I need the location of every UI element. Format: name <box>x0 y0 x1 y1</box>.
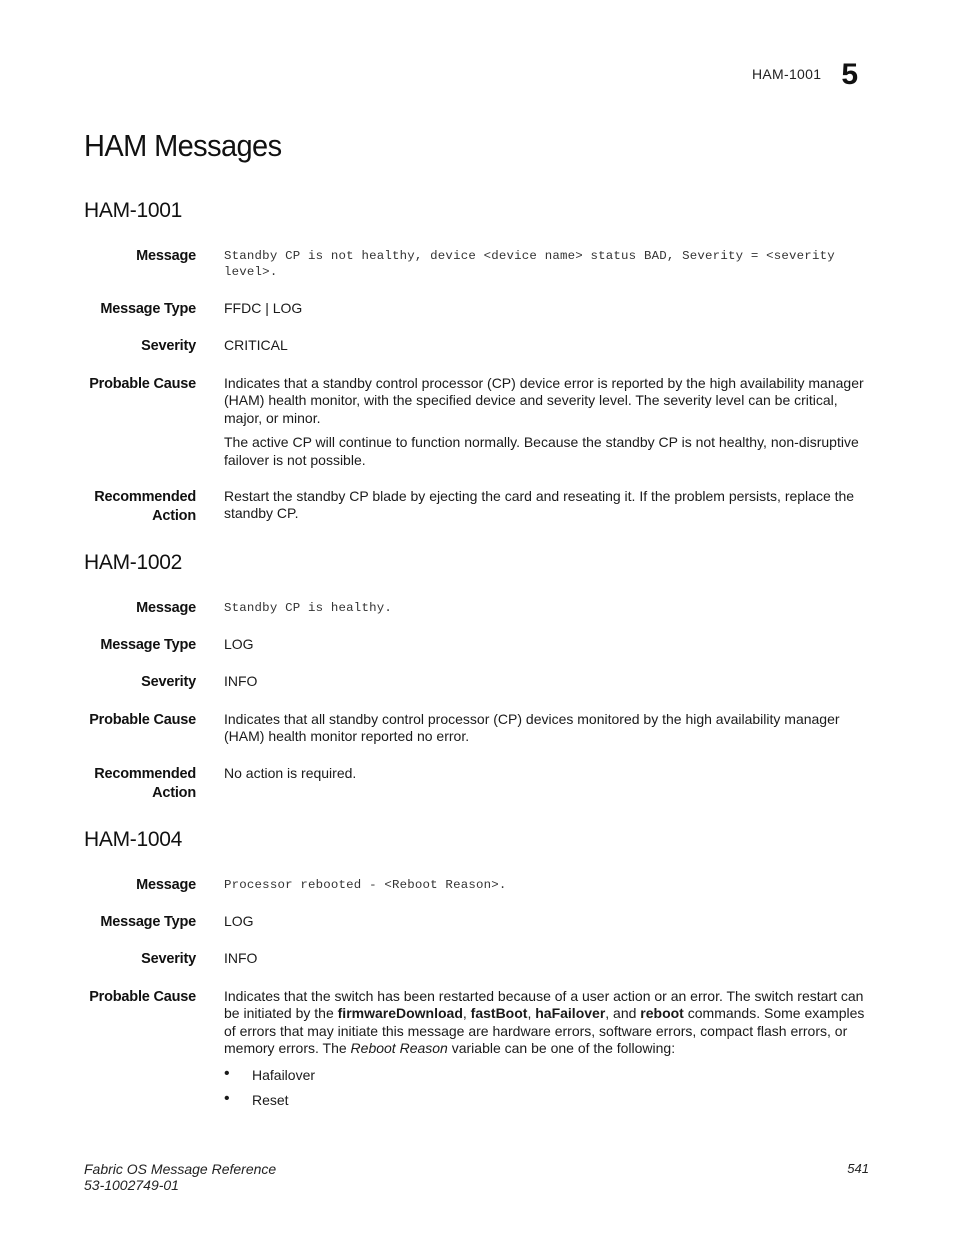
command-firmwaredownload: firmwareDownload <box>337 1005 463 1022</box>
footer-doc-number: 53-1002749-01 <box>84 1177 179 1193</box>
chapter-number: 5 <box>841 58 858 91</box>
list-item-text: Hafailover <box>252 1066 316 1083</box>
severity-value: INFO <box>224 673 258 689</box>
probable-cause-paragraph: Indicates that all standby control processor (CP) devices monitored by the high availability manager (HAM) health monitor reported no error. <box>224 711 840 745</box>
running-header-title: HAM-1001 <box>751 66 822 82</box>
probable-cause-label: Probable Cause <box>89 989 196 1005</box>
recommended-action-label-line2: Action <box>152 785 196 801</box>
message-type-value: FFDC | LOG <box>224 300 303 316</box>
severity-value: CRITICAL <box>224 337 288 353</box>
message-type-value: LOG <box>224 636 254 652</box>
message-type-label: Message Type <box>100 301 196 317</box>
list-item <box>224 1064 872 1084</box>
message-type-label: Message Type <box>100 637 196 653</box>
severity-label: Severity <box>141 951 196 967</box>
message-label: Message <box>136 248 196 264</box>
probable-cause-text <box>224 375 872 469</box>
bullet-icon: • <box>224 1089 230 1107</box>
probable-cause-text <box>224 711 872 746</box>
page-title: HAM Messages <box>84 130 282 164</box>
cause-text: variable can be one of the following: <box>447 1040 676 1057</box>
message-label: Message <box>136 600 196 616</box>
cause-text: commands. Some examples of errors that may initiate this message are hardware errors, software errors, compact flash errors, or memory errors. The <box>224 1005 865 1057</box>
running-header <box>752 56 858 90</box>
separator: , <box>527 1005 536 1022</box>
probable-cause-label: Probable Cause <box>89 712 196 728</box>
severity-value: INFO <box>224 950 258 966</box>
recommended-action-text: No action is required. <box>224 765 357 781</box>
message-text: Processor rebooted - <Reboot Reason>. <box>224 878 507 892</box>
recommended-action-label-line1: Recommended <box>94 766 196 782</box>
section-title-ham-1004: HAM-1004 <box>84 828 182 851</box>
cause-text: Indicates that the switch has been restarted because of a user action or an error. The switch restart can be initiated by the <box>224 988 864 1022</box>
probable-cause-paragraph: Indicates that a standby control processor (CP) device error is reported by the high availability manager (HAM) health monitor, with the specified device and severity level. The severity level can be critical, major, or minor. <box>224 375 864 426</box>
separator: , and <box>605 1005 641 1022</box>
message-text: Standby CP is healthy. <box>224 601 392 615</box>
severity-label: Severity <box>141 674 196 690</box>
command-reboot: reboot <box>640 1005 684 1022</box>
severity-label: Severity <box>141 338 196 354</box>
section-title-ham-1001: HAM-1001 <box>84 199 182 222</box>
probable-cause-paragraph <box>224 988 872 1058</box>
probable-cause-paragraph: The active CP will continue to function normally. Because the standby CP is not healthy, non-disruptive failover is not possible. <box>224 434 859 468</box>
probable-cause-text <box>224 988 872 1109</box>
message-text: Standby CP is not healthy, device <device name> status BAD, Severity = <severity level>. <box>224 249 835 279</box>
footer-doc-title: Fabric OS Message Reference <box>84 1161 277 1177</box>
command-fastboot: fastBoot <box>470 1005 528 1022</box>
list-item-text: Reset <box>252 1091 289 1108</box>
footer-doc-info <box>84 1161 276 1193</box>
recommended-action-label <box>66 488 196 526</box>
recommended-action-label-line1: Recommended <box>94 489 196 505</box>
footer-page-number: 541 <box>847 1161 869 1176</box>
message-type-value: LOG <box>224 913 254 929</box>
section-title-ham-1002: HAM-1002 <box>84 551 182 574</box>
recommended-action-label-line2: Action <box>152 508 196 524</box>
message-label: Message <box>136 877 196 893</box>
recommended-action-text: Restart the standby CP blade by ejecting the card and reseating it. If the problem persists, replace the standby CP. <box>224 488 855 522</box>
message-type-label: Message Type <box>100 914 196 930</box>
list-item <box>224 1089 872 1109</box>
recommended-action-label <box>66 765 196 803</box>
probable-cause-label: Probable Cause <box>89 376 196 392</box>
variable-reboot-reason: Reboot Reason <box>350 1040 448 1057</box>
separator: , <box>462 1005 471 1022</box>
command-hafailover: haFailover <box>535 1005 606 1022</box>
bullet-icon: • <box>224 1064 230 1082</box>
reboot-reason-list <box>224 1064 872 1109</box>
